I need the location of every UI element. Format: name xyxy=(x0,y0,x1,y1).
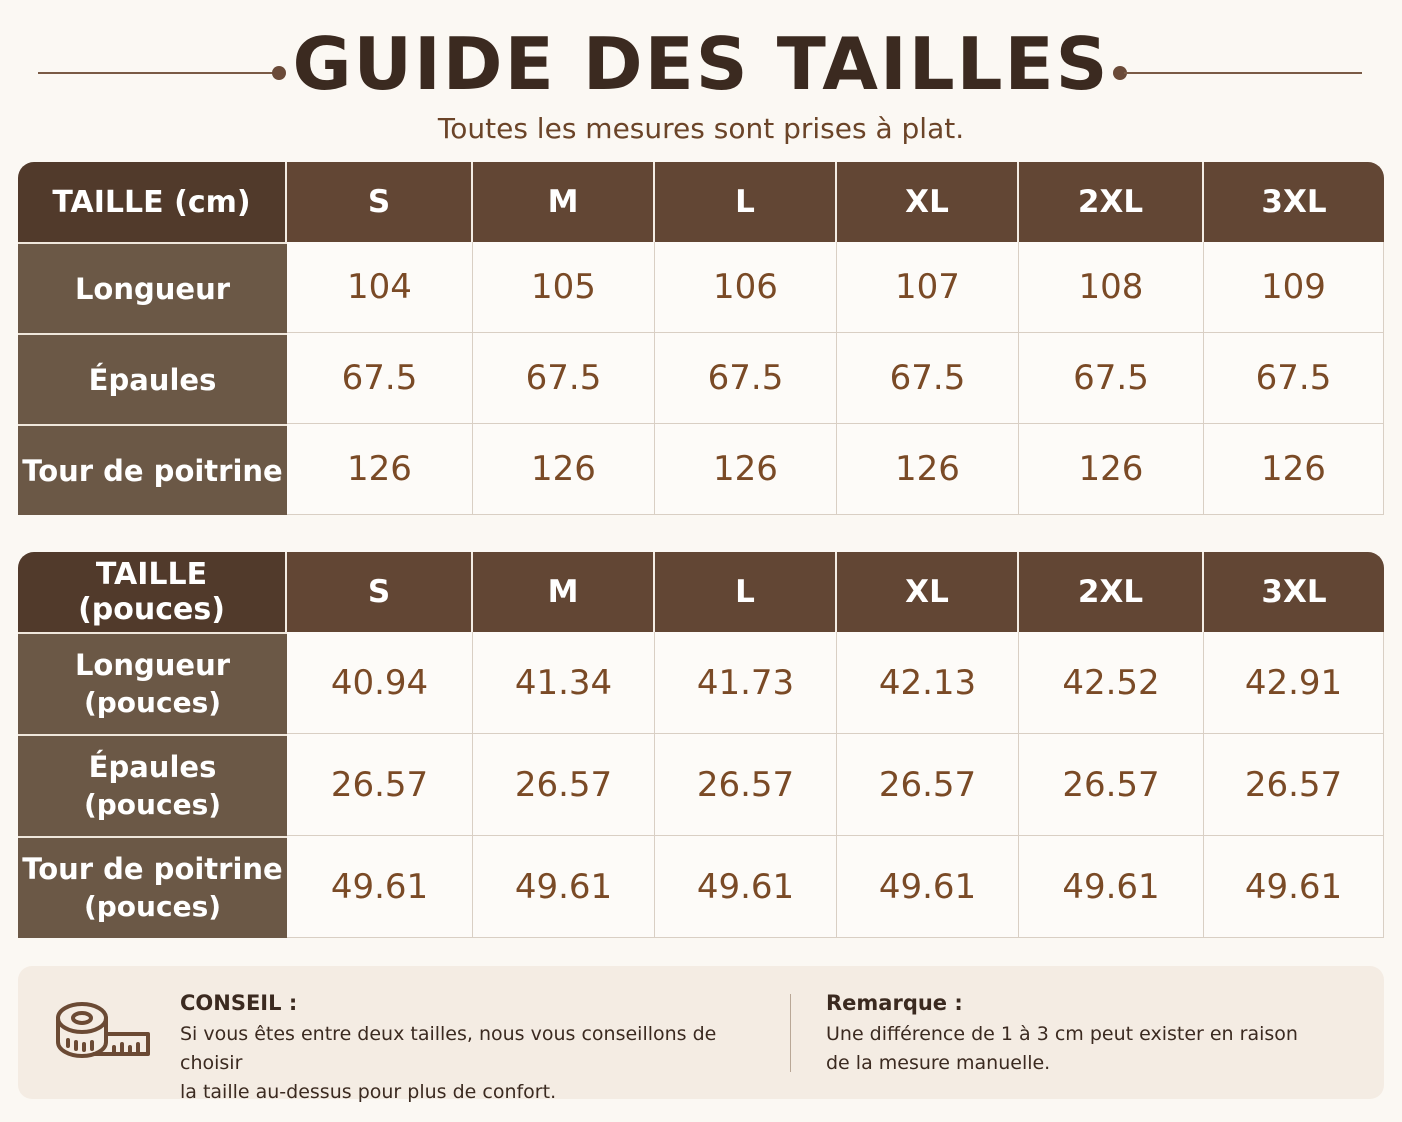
table-row-epaules xyxy=(18,734,1384,836)
row-label xyxy=(18,734,287,836)
title-right-rule xyxy=(1124,72,1362,74)
size-table-inches xyxy=(18,552,1384,938)
table-cell: 106 xyxy=(655,242,837,333)
note-text-line: Une différence de 1 à 3 cm peut exister en raison xyxy=(826,1023,1298,1045)
table-cell: 26.57 xyxy=(837,734,1019,836)
row-label: Épaules xyxy=(18,333,287,424)
note-text xyxy=(826,1020,1346,1078)
table-header-row xyxy=(18,162,1384,242)
info-panel xyxy=(18,966,1384,1103)
tip-text-line: la taille au-dessus pour plus de confort. xyxy=(180,1081,557,1103)
table-row-tour-de-poitrine xyxy=(18,424,1384,515)
size-header-xl: XL xyxy=(837,552,1019,632)
table-cell: 126 xyxy=(1019,424,1204,515)
size-header-3xl: 3XL xyxy=(1204,552,1384,632)
table-cell: 67.5 xyxy=(1019,333,1204,424)
table-cell: 126 xyxy=(837,424,1019,515)
row-label-unit: (pouces) xyxy=(83,890,222,923)
size-header-m: M xyxy=(473,162,655,242)
row-label: Longueur xyxy=(18,242,287,333)
table-cell: 108 xyxy=(1019,242,1204,333)
table-cell: 107 xyxy=(837,242,1019,333)
row-label: Tour de poitrine xyxy=(18,424,287,515)
table-cell: 26.57 xyxy=(1204,734,1384,836)
table-cell: 49.61 xyxy=(837,836,1019,938)
table-cell: 42.13 xyxy=(837,632,1019,734)
table-cell: 26.57 xyxy=(655,734,837,836)
row-label xyxy=(18,632,287,734)
table-cell: 126 xyxy=(287,424,473,515)
table-cell: 41.34 xyxy=(473,632,655,734)
row-label xyxy=(18,836,287,938)
tip-title: CONSEIL : xyxy=(180,991,298,1015)
size-header-xl: XL xyxy=(837,162,1019,242)
size-header-s: S xyxy=(287,162,473,242)
note-block xyxy=(826,988,1346,1078)
table-cell: 67.5 xyxy=(473,333,655,424)
table-cell: 105 xyxy=(473,242,655,333)
size-table-cm xyxy=(18,162,1384,515)
size-header-2xl: 2XL xyxy=(1019,162,1204,242)
page-header xyxy=(0,0,1402,150)
measuring-tape-icon xyxy=(54,998,154,1068)
note-text-line: de la mesure manuelle. xyxy=(826,1052,1051,1074)
info-divider xyxy=(790,994,791,1072)
row-label-unit: (pouces) xyxy=(83,788,222,821)
row-label-main: Tour de poitrine xyxy=(22,852,283,886)
table-cell: 42.52 xyxy=(1019,632,1204,734)
size-header-3xl: 3XL xyxy=(1204,162,1384,242)
table-cell: 42.91 xyxy=(1204,632,1384,734)
row-label-unit: (pouces) xyxy=(83,686,222,719)
table-cell: 67.5 xyxy=(1204,333,1384,424)
note-title: Remarque : xyxy=(826,991,963,1015)
size-header-s: S xyxy=(287,552,473,632)
table-cell: 126 xyxy=(1204,424,1384,515)
table-cell: 40.94 xyxy=(287,632,473,734)
size-header-2xl: 2XL xyxy=(1019,552,1204,632)
table-cell: 126 xyxy=(473,424,655,515)
size-header-m: M xyxy=(473,552,655,632)
table-cell: 67.5 xyxy=(837,333,1019,424)
table-row-longueur xyxy=(18,632,1384,734)
table-cell: 104 xyxy=(287,242,473,333)
table-cell: 49.61 xyxy=(1019,836,1204,938)
tip-text-line: Si vous êtes entre deux tailles, nous vous conseillons de choisir xyxy=(180,1023,717,1074)
table-row-tour-de-poitrine xyxy=(18,836,1384,938)
tip-text xyxy=(180,1020,780,1107)
table-cell: 126 xyxy=(655,424,837,515)
size-header-l: L xyxy=(655,552,837,632)
table-cell: 49.61 xyxy=(473,836,655,938)
table-row-longueur xyxy=(18,242,1384,333)
page-title: GUIDE DES TAILLES xyxy=(292,22,1110,106)
table-cell: 41.73 xyxy=(655,632,837,734)
table-cell: 26.57 xyxy=(287,734,473,836)
row-label-main: Épaules xyxy=(88,750,217,784)
table-cell: 67.5 xyxy=(655,333,837,424)
table-cell: 49.61 xyxy=(655,836,837,938)
table-cell: 67.5 xyxy=(287,333,473,424)
page-subtitle: Toutes les mesures sont prises à plat. xyxy=(437,112,965,145)
table-header-row xyxy=(18,552,1384,632)
row-label-main: Longueur xyxy=(74,648,231,682)
table-cell: 109 xyxy=(1204,242,1384,333)
table-cell: 26.57 xyxy=(473,734,655,836)
tip-block xyxy=(180,988,780,1107)
table-row-epaules xyxy=(18,333,1384,424)
table-cell: 49.61 xyxy=(287,836,473,938)
size-header-l: L xyxy=(655,162,837,242)
table-corner-label: TAILLE (cm) xyxy=(18,162,287,242)
table-cell: 26.57 xyxy=(1019,734,1204,836)
table-cell: 49.61 xyxy=(1204,836,1384,938)
table-corner-label: TAILLE (pouces) xyxy=(18,552,287,632)
